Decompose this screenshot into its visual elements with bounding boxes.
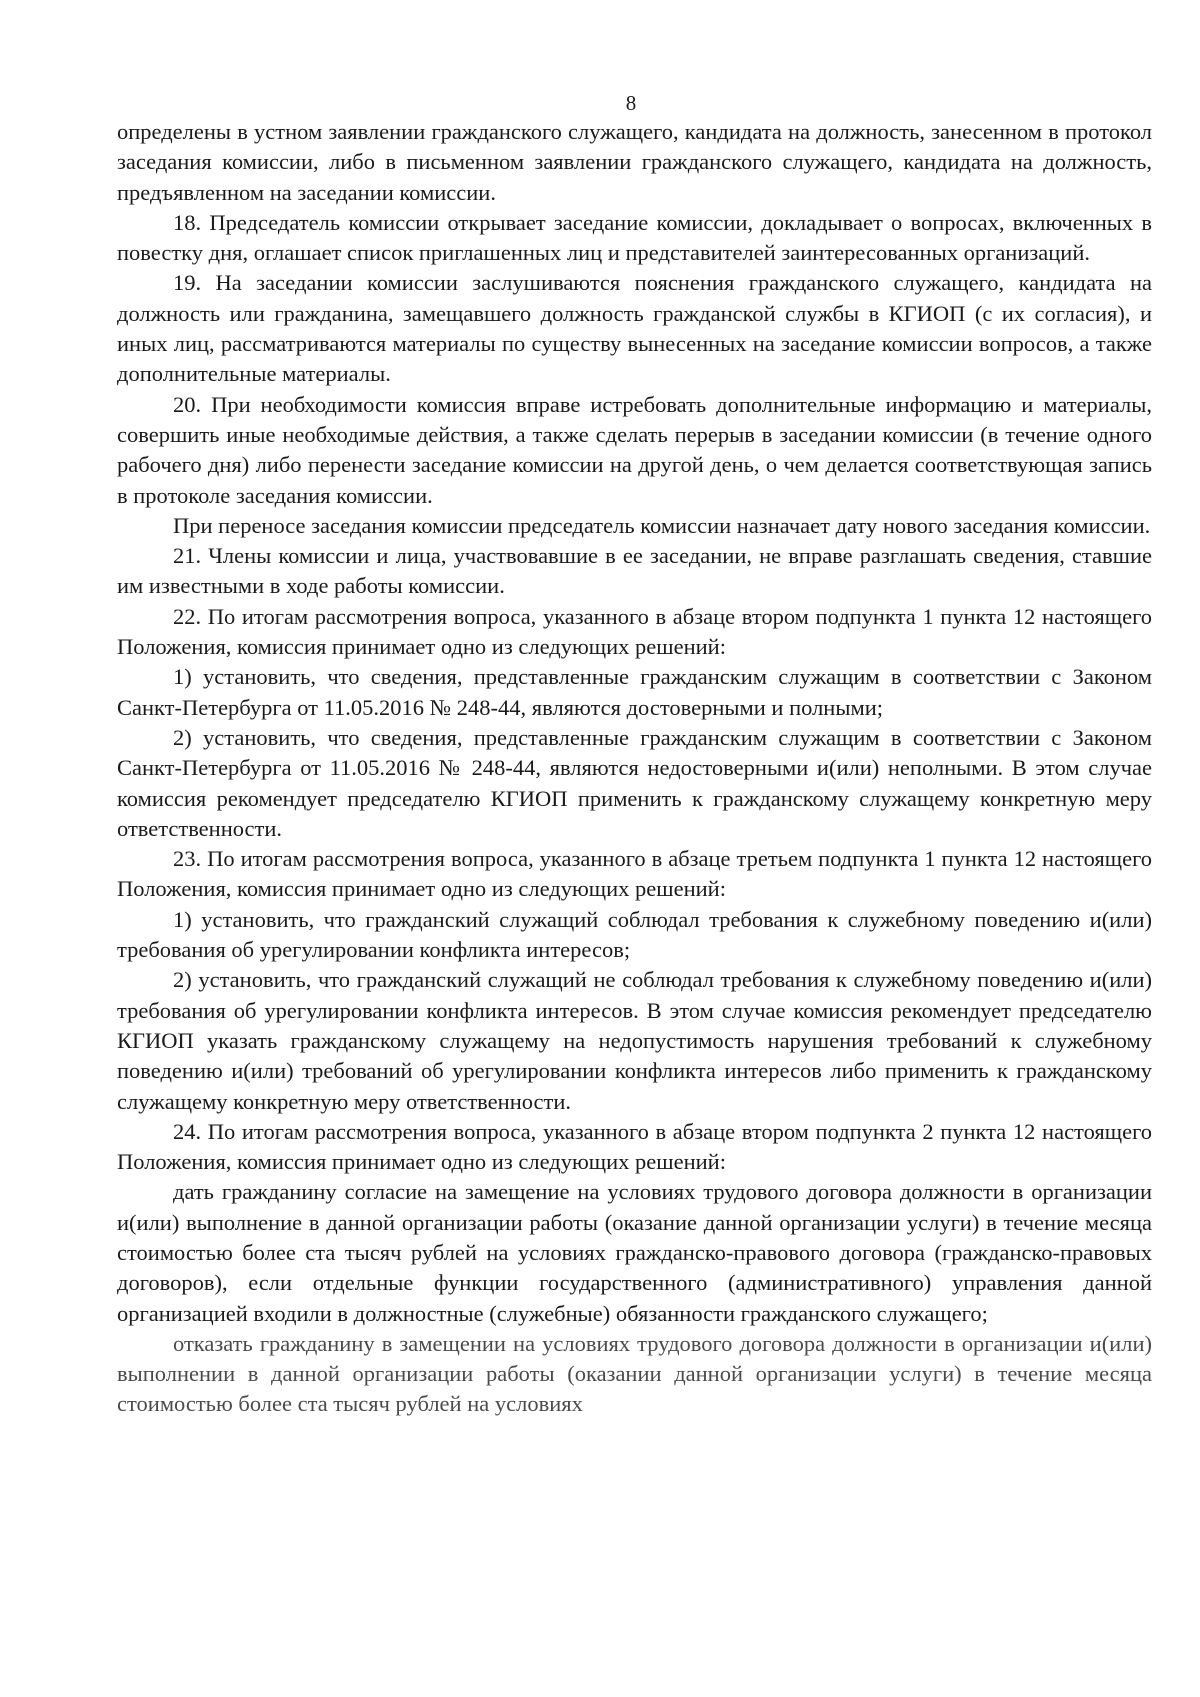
paragraph-22-item-2: 2) установить, что сведения, представленные гражданским служащим в соответствии с Законом Санкт-Петербурга от 11.05.2016 № 248-44, являются недостоверными и(или) неполными. В этом случае комиссия рекомендует председателю КГИОП применить к гражданскому служащему конкретную меру ответственности. <box>117 724 1152 841</box>
paragraph-21: 21. Члены комиссии и лица, участвовавшие в ее заседании, не вправе разглашать сведения, ставшие им известными в ходе работы комиссии. <box>117 543 1152 599</box>
document-body <box>117 117 1152 1420</box>
paragraph-24-consent: дать гражданину согласие на замещение на условиях трудового договора должности в организации и(или) выполнение в данной организации работы (оказание данной организации услуги) в течение месяца стоимостью более ста тысяч рублей на условиях гражданско-правового договора (гражданско-правовых договоров), если отдельные функции государственного (административного) управления данной организацией входили в должностные (служебные) обязанности гражданского служащего; <box>117 1179 1152 1326</box>
paragraph-22: 22. По итогам рассмотрения вопроса, указанного в абзаце втором подпункта 1 пункта 12 настоящего Положения, комиссия принимает одно из следующих решений: <box>117 603 1152 660</box>
paragraph-continuation: определены в устном заявлении гражданского служащего, кандидата на должность, занесенном в протокол заседания комиссии, либо в письменном заявлении гражданского служащего, кандидата на должность, предъявленном на заседании комиссии. <box>117 119 1152 205</box>
paragraph-24: 24. По итогам рассмотрения вопроса, указанного в абзаце втором подпункта 2 пункта 12 настоящего Положения, комиссия принимает одно из следующих решений: <box>117 1118 1152 1175</box>
paragraph-20-postponement: При переносе заседания комиссии председатель комиссии назначает дату нового заседания комиссии. <box>173 512 1151 538</box>
paragraph-22-item-1: 1) установить, что сведения, представленные гражданским служащим в соответствии с Законом Санкт-Петербурга от 11.05.2016 № 248-44, являются достоверными и полными; <box>117 664 1152 720</box>
page-number: 8 <box>625 91 637 115</box>
paragraph-20: 20. При необходимости комиссия вправе истребовать дополнительные информацию и материалы, совершить иные необходимые действия, а также сделать перерыв в заседании комиссии (в течение одного рабочего дня) либо перенести заседание комиссии на другой день, о чем делается соответствующая запись в протоколе заседания комиссии. <box>117 391 1152 508</box>
paragraph-23-item-2: 2) установить, что гражданский служащий не соблюдал требования к служебному поведению и(или) требования об урегулировании конфликта интересов. В этом случае комиссия рекомендует председателю КГИОП указать гражданскому служащему на недопустимость нарушения требований к служебному поведению и(или) требований об урегулировании конфликта интересов либо применить к гражданскому служащему конкретную меру ответственности. <box>117 967 1152 1114</box>
paragraph-19: 19. На заседании комиссии заслушиваются пояснения гражданского служащего, кандидата на должность или гражданина, замещавшего должность гражданской службы в КГИОП (с их согласия), и иных лиц, рассматриваются материалы по существу вынесенных на заседание комиссии вопросов, а также дополнительные материалы. <box>117 270 1152 387</box>
paragraph-23: 23. По итогам рассмотрения вопроса, указанного в абзаце третьем подпункта 1 пункта 12 настоящего Положения, комиссия принимает одно из следующих решений: <box>117 846 1152 902</box>
paragraph-23-item-1: 1) установить, что гражданский служащий соблюдал требования к служебному поведению и(или) требования об урегулировании конфликта интересов; <box>117 906 1152 963</box>
paragraph-18: 18. Председатель комиссии открывает заседание комиссии, докладывает о вопросах, включенных в повестку дня, оглашает список приглашенных лиц и представителей заинтересованных организаций. <box>117 209 1152 266</box>
paragraph-24-refusal: отказать гражданину в замещении на условиях трудового договора должности в организации и(или) выполнении в данной организации работы (оказании данной организации услуги) в течение месяца стоимостью более ста тысяч рублей на условиях <box>117 1330 1152 1417</box>
